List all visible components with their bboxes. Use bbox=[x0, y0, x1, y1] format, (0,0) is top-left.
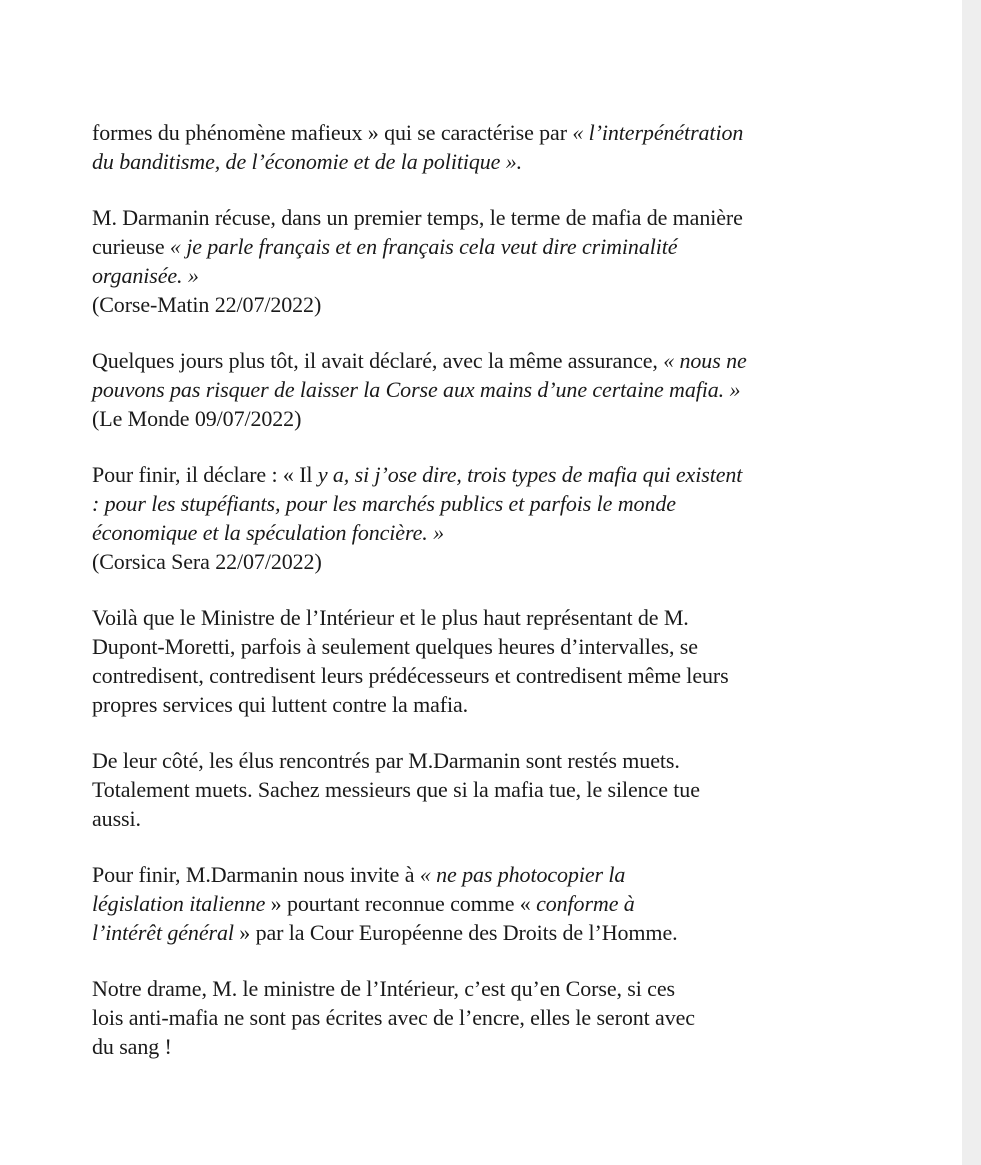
text-line: du sang ! bbox=[92, 1034, 172, 1059]
text-line: De leur côté, les élus rencontrés par M.Darmanin sont restés muets. bbox=[92, 748, 680, 773]
paragraph-5 bbox=[92, 603, 952, 719]
text-line: Totalement muets. Sachez messieurs que si la mafia tue, le silence tue bbox=[92, 777, 700, 802]
quote-text: « l’interpénétration bbox=[572, 120, 744, 145]
quote-line: du banditisme, de l’économie et de la politique ». bbox=[92, 149, 523, 174]
text-line bbox=[92, 346, 952, 375]
text-line bbox=[92, 918, 952, 947]
quote-text: y a, si j’ose dire, trois types de mafia qui existent bbox=[317, 462, 743, 487]
text-line: Voilà que le Ministre de l’Intérieur et le plus haut représentant de M. bbox=[92, 605, 689, 630]
text-run: Pour finir, M.Darmanin nous invite à bbox=[92, 862, 420, 887]
text-line: contredisent, contredisent leurs prédécesseurs et contredisent même leurs bbox=[92, 663, 729, 688]
quote-text: « ne pas photocopier la bbox=[419, 862, 626, 887]
text-line bbox=[92, 118, 952, 147]
quote-text: conforme à bbox=[536, 891, 635, 916]
quote-line: pouvons pas risquer de laisser la Corse aux mains d’une certaine mafia. » bbox=[92, 377, 741, 402]
paragraph-6 bbox=[92, 746, 952, 833]
text-run: » par la Cour Européenne des Droits de l’Homme. bbox=[233, 920, 678, 945]
paragraph-4 bbox=[92, 460, 952, 576]
article-body bbox=[92, 118, 952, 1088]
source-citation: (Corse-Matin 22/07/2022) bbox=[92, 292, 322, 317]
text-line: Dupont-Moretti, parfois à seulement quelques heures d’intervalles, se bbox=[92, 634, 698, 659]
source-citation: (Le Monde 09/07/2022) bbox=[92, 406, 302, 431]
quote-text: législation italienne bbox=[92, 891, 266, 916]
quote-line: : pour les stupéfiants, pour les marchés publics et parfois le monde bbox=[92, 491, 676, 516]
text-line: Notre drame, M. le ministre de l’Intérieur, c’est qu’en Corse, si ces bbox=[92, 976, 675, 1001]
paragraph-8 bbox=[92, 974, 952, 1061]
text-run: curieuse bbox=[92, 234, 170, 259]
paragraph-3 bbox=[92, 346, 952, 433]
quote-line: organisée. » bbox=[92, 263, 199, 288]
page-edge-margin bbox=[962, 0, 981, 1165]
text-run: Quelques jours plus tôt, il avait déclaré, avec la même assurance, bbox=[92, 348, 664, 373]
text-line: M. Darmanin récuse, dans un premier temps, le terme de mafia de manière bbox=[92, 205, 743, 230]
paragraph-7 bbox=[92, 860, 952, 947]
text-line bbox=[92, 889, 952, 918]
text-run: Pour finir, il déclare : « Il bbox=[92, 462, 318, 487]
text-line: lois anti-mafia ne sont pas écrites avec de l’encre, elles le seront avec bbox=[92, 1005, 695, 1030]
source-citation: (Corsica Sera 22/07/2022) bbox=[92, 549, 322, 574]
text-line: aussi. bbox=[92, 806, 141, 831]
text-line bbox=[92, 232, 952, 261]
text-line bbox=[92, 860, 952, 889]
paragraph-2 bbox=[92, 203, 952, 319]
quote-text: « nous ne bbox=[663, 348, 747, 373]
text-run: » pourtant reconnue comme « bbox=[265, 891, 537, 916]
quote-text: « je parle français et en français cela veut dire criminalité bbox=[169, 234, 678, 259]
text-line bbox=[92, 460, 952, 489]
text-line: propres services qui luttent contre la mafia. bbox=[92, 692, 469, 717]
paragraph-1 bbox=[92, 118, 952, 176]
quote-text: l’intérêt général bbox=[92, 920, 234, 945]
text-run: formes du phénomène mafieux » qui se caractérise par bbox=[92, 120, 573, 145]
quote-line: économique et la spéculation foncière. » bbox=[92, 520, 444, 545]
